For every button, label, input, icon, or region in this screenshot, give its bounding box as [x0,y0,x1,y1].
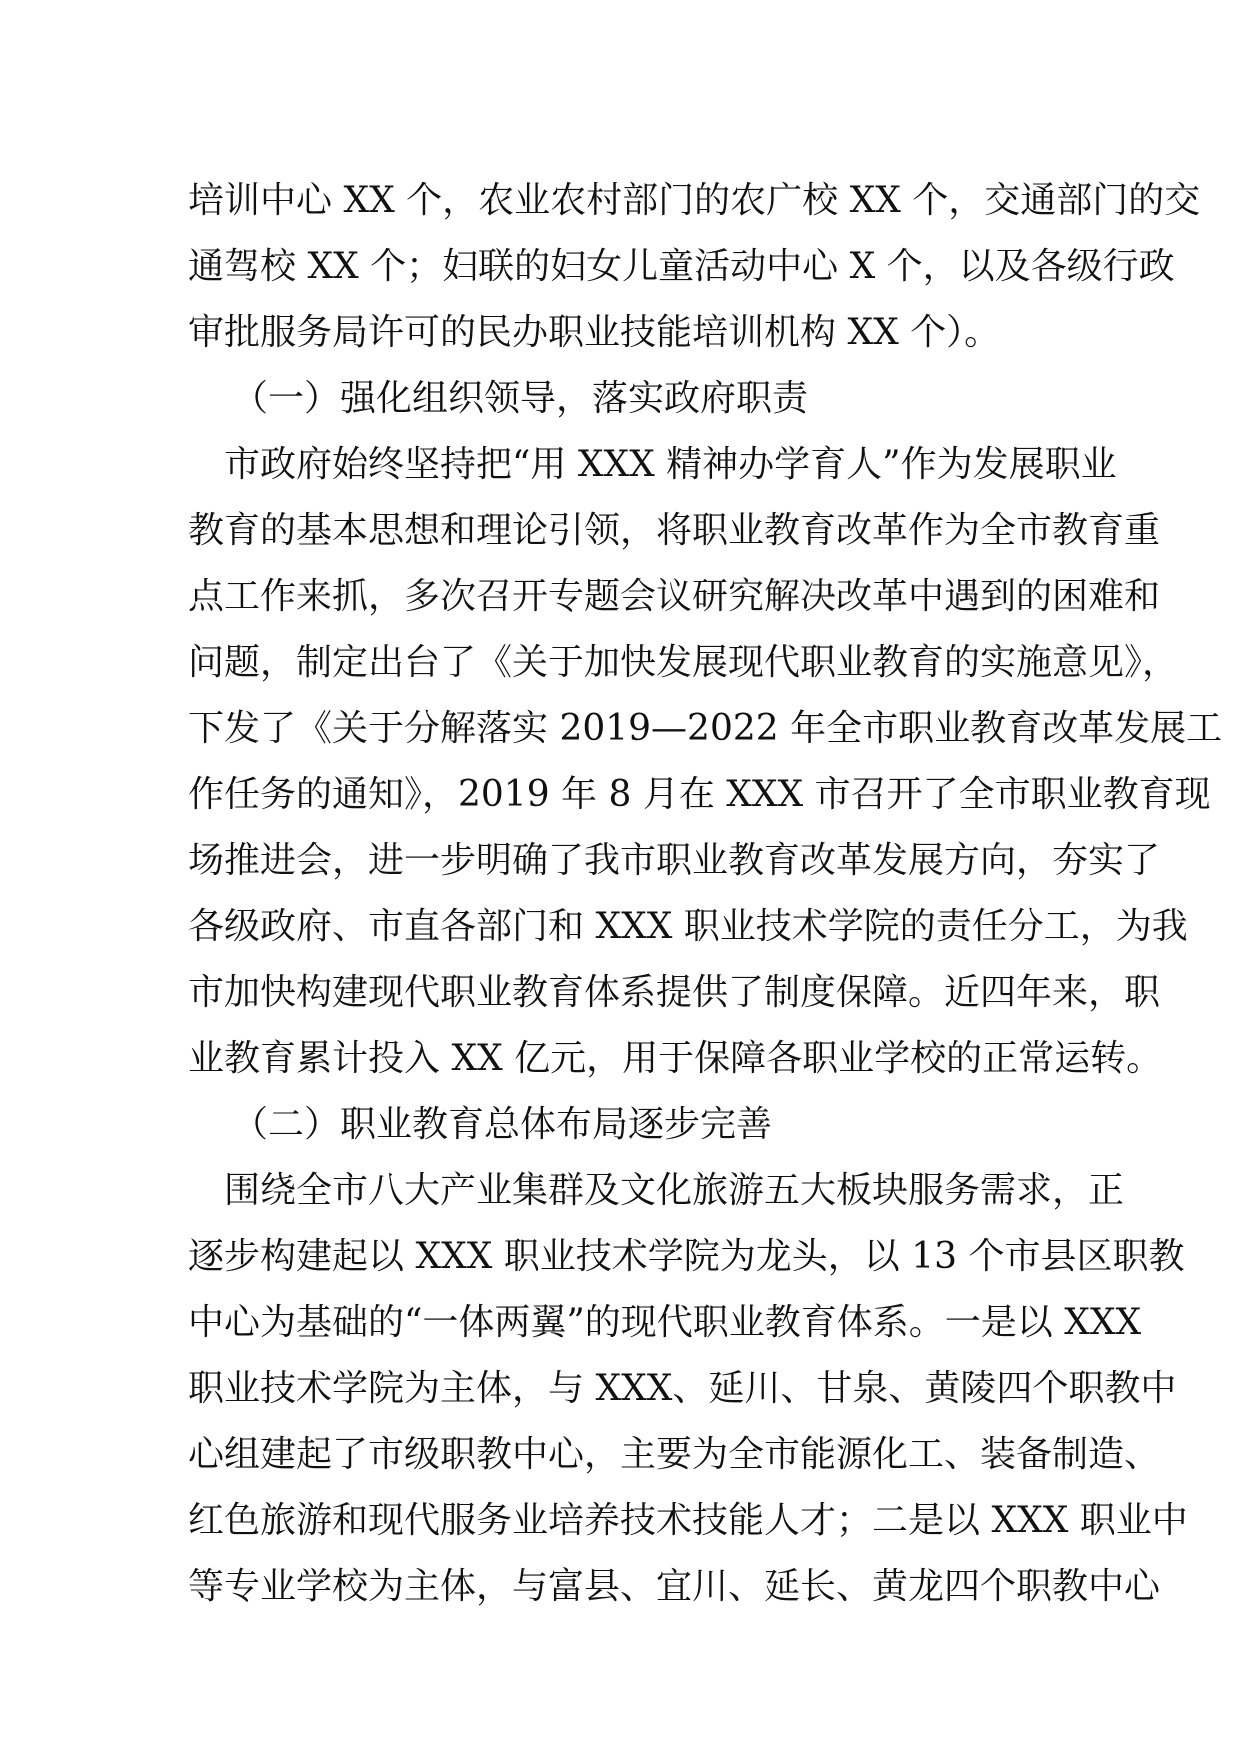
paragraph-line: 逐步构建起以 XXX 职业技术学院为龙头，以 13 个市县区职教 [188,1236,1185,1277]
paragraph-line: 中心为基础的“一体两翼”的现代职业教育体系。一是以 XXX [188,1302,1142,1343]
paragraph-line: 职业技术学院为主体，与 XXX、延川、甘泉、黄陵四个职教中 [188,1368,1177,1409]
paragraph-line: 等专业学校为主体，与富县、宜川、延长、黄龙四个职教中心 [188,1566,1161,1607]
paragraph-line: 市政府始终坚持把“用 XXX 精神办学育人”作为发展职业 [224,444,1117,485]
document-body [188,168,1223,1620]
paragraph-line: 审批服务局许可的民办职业技能培训机构 XX 个）。 [188,312,1001,353]
paragraph-line: 通驾校 XX 个；妇联的妇女儿童活动中心 X 个，以及各级行政 [188,246,1175,287]
paragraph-line: 问题，制定出台了《关于加快发展现代职业教育的实施意见》， [188,642,1179,683]
paragraph-line: 业教育累计投入 XX 亿元，用于保障各职业学校的正常运转。 [188,1038,1163,1079]
paragraph-line: 市加快构建现代职业教育体系提供了制度保障。近四年来，职 [188,972,1161,1013]
paragraph-line: 教育的基本思想和理论引领，将职业教育改革作为全市教育重 [188,510,1161,551]
paragraph-line: 各级政府、市直各部门和 XXX 职业技术学院的责任分工，为我 [188,906,1188,947]
paragraph-line: 下发了《关于分解落实 2019—2022 年全市职业教育改革发展工 [188,708,1223,749]
paragraph-line: 心组建起了市级职教中心，主要为全市能源化工、装备制造、 [188,1434,1161,1475]
section-heading: （二）职业教育总体布局逐步完善 [232,1104,773,1145]
paragraph-line: 点工作来抓，多次召开专题会议研究解决改革中遇到的困难和 [188,576,1161,617]
paragraph-line: 红色旅游和现代服务业培养技术技能人才；二是以 XXX 职业中 [188,1500,1188,1541]
paragraph-line: 围绕全市八大产业集群及文化旅游五大板块服务需求，正 [224,1170,1125,1211]
paragraph-line: 场推进会，进一步明确了我市职业教育改革发展方向，夯实了 [188,840,1161,881]
paragraph-line: 作任务的通知》，2019 年 8 月在 XXX 市召开了全市职业教育现 [188,774,1211,815]
section-heading: （一）强化组织领导，落实政府职责 [232,378,809,419]
paragraph-line: 培训中心 XX 个，农业农村部门的农广校 XX 个，交通部门的交 [188,180,1201,221]
